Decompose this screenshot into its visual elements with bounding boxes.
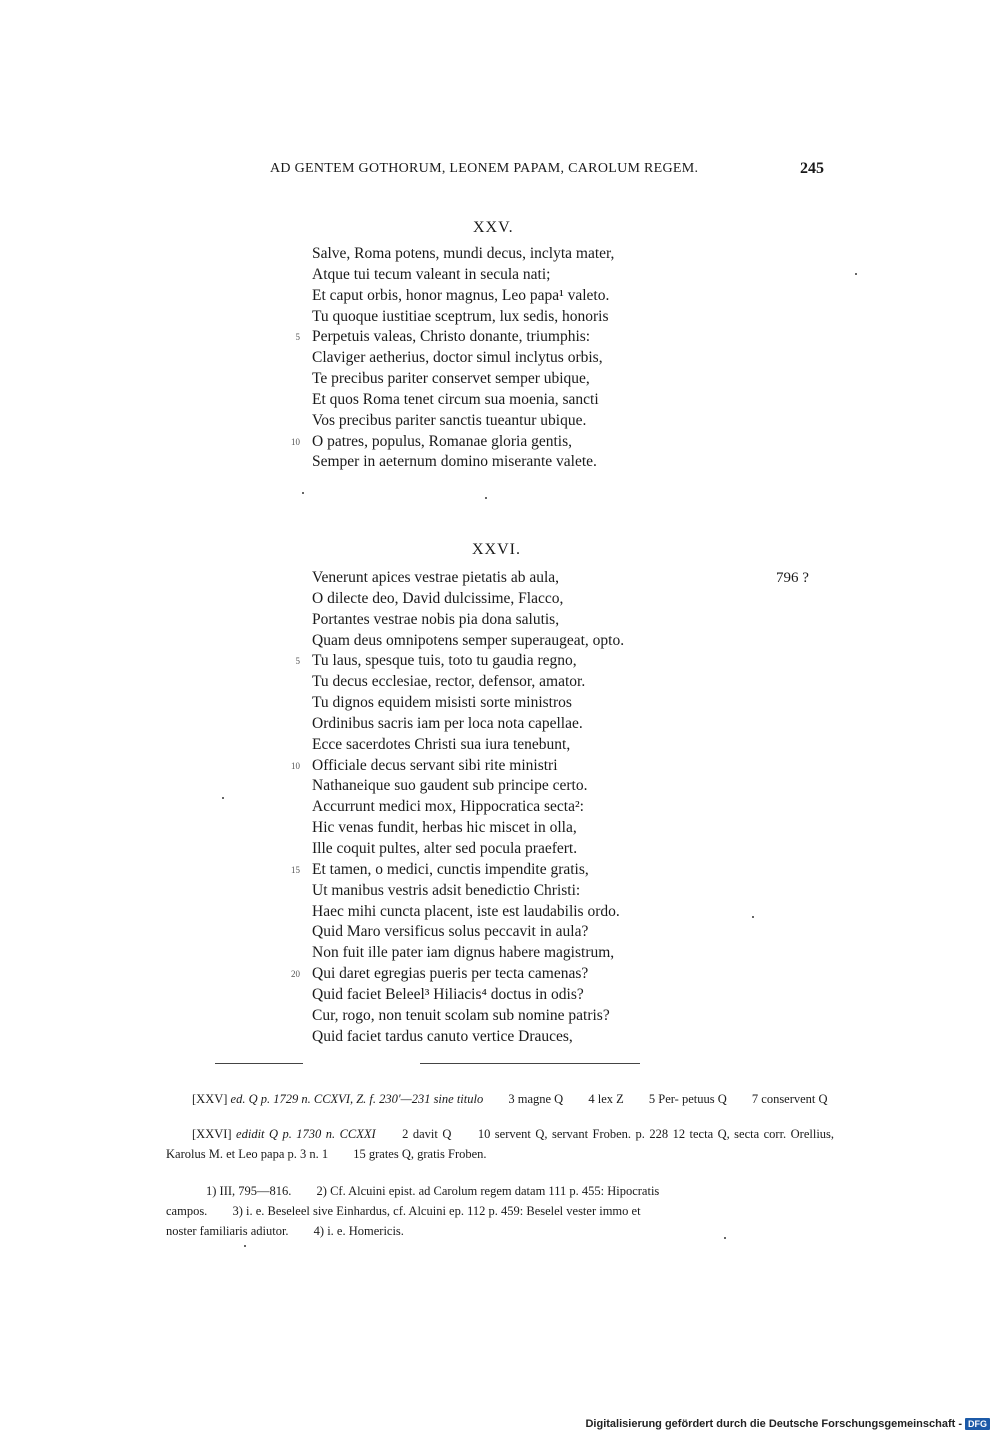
- scan-speck: [485, 497, 487, 499]
- verse-text: Et quos Roma tenet circum sua moenia, sancti: [312, 390, 599, 408]
- verse-text: Venerunt apices vestrae pietatis ab aula,: [312, 569, 560, 586]
- scan-speck: [244, 1245, 246, 1247]
- separator-rule-right: [420, 1063, 640, 1064]
- verse-text: O patres, populus, Romanae gloria gentis,: [312, 432, 573, 450]
- verse-text: Te precibus pariter conservet semper ubique,: [312, 370, 590, 388]
- verse-line: [312, 672, 832, 693]
- poem-heading-xxvi: XXVI.: [472, 541, 521, 558]
- verse-text: Cur, rogo, non tenuit scolam sub nomine patris?: [312, 1006, 610, 1024]
- scan-speck: [222, 797, 224, 799]
- apparatus-xxvi: [166, 1124, 834, 1164]
- verse-text: Quam deus omnipotens semper superaugeat, opto.: [312, 631, 625, 649]
- line-number: 10: [291, 760, 300, 771]
- verse-line: [291, 756, 832, 777]
- footnote-4: 4) i. e. Homericis.: [313, 1224, 404, 1238]
- line-number: 15: [291, 864, 300, 875]
- verse-line: [295, 651, 832, 672]
- footnote-1: 1) III, 795—816.: [206, 1184, 292, 1198]
- verse-line: [312, 411, 832, 432]
- verse-text: Quid faciet Beleel³ Hiliacis⁴ doctus in odis?: [312, 985, 584, 1003]
- verse-line: [291, 860, 832, 881]
- apparatus-variant: 5 Per-: [648, 1092, 679, 1106]
- verse-text: Perpetuis valeas, Christo donante, triumphis:: [312, 328, 591, 346]
- verse-line: [312, 922, 832, 943]
- poem-xxvi: [291, 568, 832, 1047]
- verse-text: Claviger aetherius, doctor simul inclytus orbis,: [312, 349, 603, 367]
- apparatus-variant: 2 davit Q: [402, 1127, 452, 1141]
- verse-text: Officiale decus servant sibi rite ministri: [312, 756, 558, 774]
- line-number: 5: [295, 332, 300, 343]
- apparatus-source: edidit Q p. 1730 n. CCXXI: [236, 1127, 376, 1141]
- verse-text: Accurrunt medici mox, Hippocratica secta²:: [312, 798, 584, 816]
- verse-line: [312, 390, 832, 411]
- verse-text: Et caput orbis, honor magnus, Leo papa¹ valeto.: [312, 286, 610, 304]
- apparatus-variant: 7 conservent Q: [751, 1092, 828, 1106]
- footnote-3-cont: noster familiaris adiutor.: [166, 1224, 289, 1238]
- verse-text: Ecce sacerdotes Christi sua iura tenebunt,: [312, 735, 571, 753]
- line-number: 10: [291, 436, 300, 447]
- scan-speck: [752, 916, 754, 918]
- verse-text: O dilecte deo, David dulcissime, Flacco,: [312, 589, 564, 607]
- verse-text: Vos precibus pariter sanctis tueantur ubique.: [312, 411, 587, 429]
- verse-line: [312, 1006, 832, 1027]
- running-head: AD GENTEM GOTHORUM, LEONEM PAPAM, CAROLUM REGEM.: [270, 161, 699, 176]
- apparatus-variant: petuus Q: [681, 1092, 727, 1106]
- verse-line: [312, 714, 832, 735]
- verse-text: Tu dignos equidem misisti sorte ministros: [312, 694, 572, 712]
- separator-rule-left: [215, 1063, 303, 1064]
- verse-text: Qui daret egregias pueris per tecta camenas?: [312, 965, 589, 983]
- scan-speck: [302, 492, 304, 494]
- verse-line: [312, 286, 832, 307]
- verse-text: Ille coquit pultes, alter sed pocula praefert.: [312, 839, 578, 857]
- apparatus-variant: 12 tecta Q, secta corr. Orellius, Karolus M. et Leo papa p. 3 n. 1: [166, 1127, 835, 1161]
- verse-text: Tu laus, spesque tuis, toto tu gaudia regno,: [312, 652, 577, 670]
- verse-line: [312, 902, 832, 923]
- verse-line: [312, 985, 832, 1006]
- apparatus-xxv: [166, 1089, 834, 1109]
- verse-line: [312, 348, 832, 369]
- scan-speck: [724, 1237, 726, 1239]
- dfg-credit: [585, 1418, 990, 1430]
- scan-speck: [855, 273, 857, 275]
- verse-text: Non fuit ille pater iam dignus habere magistrum,: [312, 944, 615, 962]
- apparatus-variant: 15 grates Q, gratis Froben.: [353, 1147, 487, 1161]
- verse-line: [312, 797, 832, 818]
- verse-line: [312, 943, 832, 964]
- verse-text: Quid faciet tardus canuto vertice Drauces,: [312, 1027, 573, 1045]
- verse-line: [312, 776, 832, 797]
- apparatus-variant: 3 magne Q: [508, 1092, 564, 1106]
- verse-line: [312, 307, 832, 328]
- poem-xxv: [291, 244, 832, 473]
- verse-line: [312, 610, 832, 631]
- verse-line: [312, 589, 832, 610]
- verse-text: Tu quoque iustitiae sceptrum, lux sedis, honoris: [312, 307, 609, 325]
- verse-text: Ordinibus sacris iam per loca nota capellae.: [312, 714, 583, 732]
- footnotes: [166, 1181, 834, 1241]
- footnote-3: 3) i. e. Beseleel sive Einhardus, cf. Alcuini ep. 112 p. 459: Beselel vester immo et: [232, 1204, 641, 1218]
- verse-line: [312, 631, 832, 652]
- verse-text: Salve, Roma potens, mundi decus, inclyta mater,: [312, 245, 615, 262]
- verse-line: [312, 244, 832, 265]
- footnote-2: 2) Cf. Alcuini epist. ad Carolum regem datam 111 p. 455: Hipocratis: [316, 1184, 660, 1198]
- verse-line: [312, 693, 832, 714]
- verse-line: [312, 452, 832, 473]
- verse-text: Atque tui tecum valeant in secula nati;: [312, 265, 551, 283]
- apparatus-siglum: [XXV]: [192, 1092, 228, 1106]
- verse-line: [312, 818, 832, 839]
- verse-line: [291, 964, 832, 985]
- line-number: 5: [295, 656, 300, 667]
- apparatus-siglum: [XXVI]: [192, 1127, 232, 1141]
- verse-text: Ut manibus vestris adsit benedictio Christi:: [312, 881, 581, 899]
- verse-line: [312, 735, 832, 756]
- verse-text: Haec mihi cuncta placent, iste est laudabilis ordo.: [312, 902, 620, 920]
- poem-heading-xxv: XXV.: [473, 219, 514, 236]
- page-number: 245: [800, 160, 824, 177]
- footnote-2-cont: campos.: [166, 1204, 208, 1218]
- verse-text: Tu decus ecclesiae, rector, defensor, amator.: [312, 673, 586, 691]
- dfg-logo-icon: DFG: [965, 1418, 990, 1430]
- verse-line: [295, 327, 832, 348]
- apparatus-variant: 4 lex Z: [588, 1092, 624, 1106]
- verse-text: Semper in aeternum domino miserante valete.: [312, 453, 597, 471]
- verse-text: Portantes vestrae nobis pia dona salutis,: [312, 610, 560, 628]
- verse-text: Quid Maro versificus solus peccavit in aula?: [312, 923, 589, 941]
- verse-text: Nathaneique suo gaudent sub principe certo.: [312, 777, 588, 795]
- verse-line: [291, 432, 832, 453]
- apparatus-variant: 10 servent Q, servant Froben. p. 228: [477, 1127, 669, 1141]
- dfg-credit-text: Digitalisierung gefördert durch die Deutsche Forschungsgemeinschaft -: [585, 1418, 962, 1430]
- verse-line: [312, 1027, 832, 1048]
- line-number: 20: [291, 969, 300, 980]
- verse-text: Hic venas fundit, herbas hic miscet in olla,: [312, 819, 577, 837]
- verse-line: [312, 881, 832, 902]
- date-note: 796 ?: [776, 570, 809, 586]
- apparatus-source: ed. Q p. 1729 n. CCXVI, Z. f. 230'—231 sine titulo: [230, 1092, 484, 1106]
- verse-line: [312, 839, 832, 860]
- verse-line: [312, 568, 832, 589]
- verse-line: [312, 369, 832, 390]
- verse-text: Et tamen, o medici, cunctis impendite gratis,: [312, 860, 589, 878]
- verse-line: [312, 265, 832, 286]
